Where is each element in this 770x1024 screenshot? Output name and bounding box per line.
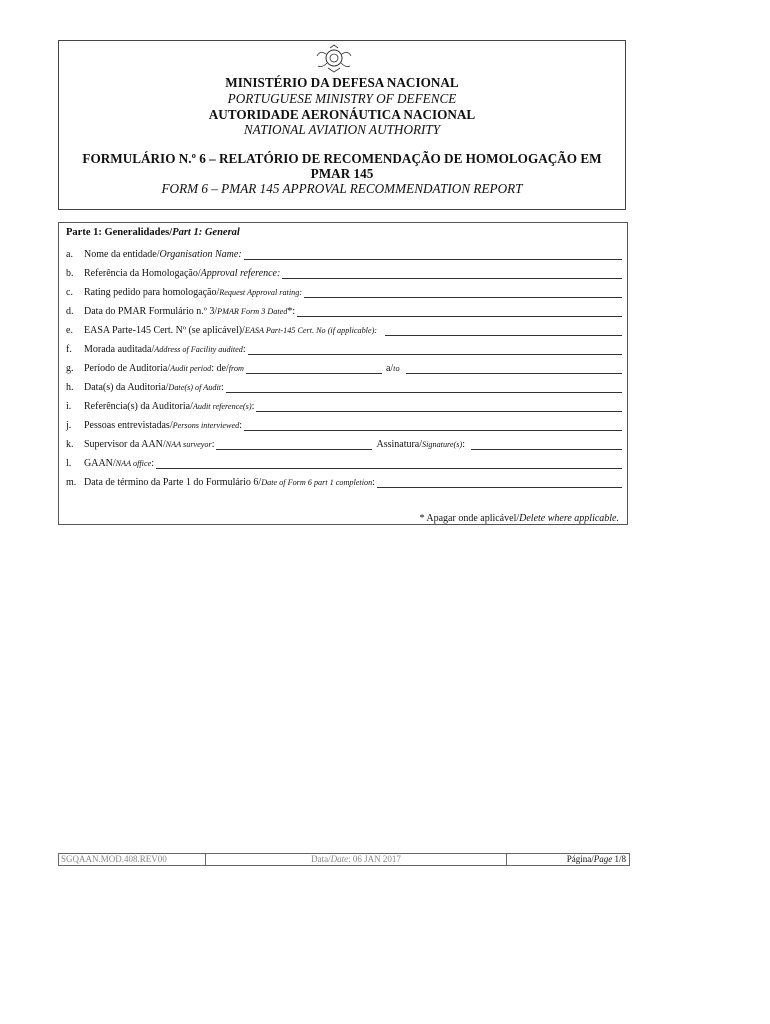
form-title-pt-line2: PMAR 145 (310, 166, 374, 181)
row-label: Pessoas entrevistadas/Persons interviewed: (84, 420, 242, 431)
row-organisation-name (66, 246, 622, 260)
row-part1-completion-date (66, 474, 622, 488)
row-label: Supervisor da AAN/NAA surveyor: (84, 439, 215, 450)
row-key: g. (66, 363, 74, 374)
authority-en: NATIONAL AVIATION AUTHORITY (243, 122, 441, 137)
row-audit-dates (66, 379, 622, 393)
row-audit-references (66, 398, 622, 412)
row-key: b. (66, 268, 74, 279)
part1-title (66, 227, 240, 238)
row-label: Referência(s) da Auditoria/Audit reference(s): (84, 401, 255, 412)
row-pmar-form3-dated (66, 303, 622, 317)
row-label: Data de término da Parte 1 do Formulário 6/Date of Form 6 part 1 completion: (84, 477, 375, 488)
row-label: Referência da Homologação/Approval reference: (84, 268, 281, 279)
row-naa-office (66, 455, 622, 469)
row-key: h. (66, 382, 74, 393)
ministry-en: PORTUGUESE MINISTRY OF DEFENCE (227, 91, 457, 106)
persons-interviewed-field[interactable] (244, 420, 622, 431)
form-title-pt-line1: FORMULÁRIO N.º 6 – RELATÓRIO DE RECOMENDAÇÃO DE HOMOLOGAÇÃO EM (82, 151, 602, 166)
row-key: l. (66, 458, 72, 469)
naa-office-field[interactable] (156, 458, 622, 469)
row-facility-address (66, 341, 622, 355)
form-title-en: FORM 6 – PMAR 145 APPROVAL RECOMMENDATION REPORT (161, 181, 523, 196)
part1-title-en: Part 1: General (172, 227, 240, 238)
row-persons-interviewed (66, 417, 622, 431)
audit-period-to-field[interactable] (406, 363, 622, 374)
footer-page-number: Página/Page 1/8 (566, 854, 626, 864)
row-label: Data(s) da Auditoria/Date(s) of Audit: (84, 382, 224, 393)
row-request-approval-rating (66, 284, 622, 298)
row-key: m. (66, 477, 77, 488)
row-label: GAAN/NAA office: (84, 458, 155, 469)
row-key: i. (66, 401, 72, 412)
delete-where-applicable-note: * Apagar onde aplicável/Delete where applicable. (419, 513, 619, 524)
naa-surveyor-field[interactable] (216, 439, 372, 450)
row-audit-period (66, 360, 622, 374)
pmar-form3-date-field[interactable] (297, 306, 622, 317)
signature-label: Assinatura/Signature(s): (376, 439, 465, 450)
row-key: d. (66, 306, 74, 317)
request-approval-rating-field[interactable] (304, 287, 622, 298)
footer-date: Data/Date: 06 JAN 2017 (206, 854, 507, 865)
audit-period-from-field[interactable] (246, 363, 382, 374)
header-box (58, 40, 626, 210)
signature-field[interactable] (471, 439, 622, 450)
part1-completion-date-field[interactable] (377, 477, 622, 488)
facility-address-field[interactable] (248, 344, 622, 355)
row-key: c. (66, 287, 73, 298)
row-key: k. (66, 439, 74, 450)
part1-title-pt: Parte 1: Generalidades/ (66, 227, 173, 238)
row-key: f. (66, 344, 72, 355)
row-label: Nome da entidade/Organisation Name: (84, 249, 242, 260)
row-key: e. (66, 325, 73, 336)
row-key: a. (66, 249, 73, 260)
row-label: Período de Auditoria/Audit period: de/from (84, 363, 244, 374)
easa-cert-no-field[interactable] (385, 325, 622, 336)
row-label: Morada auditada/Address of Facility audited: (84, 344, 246, 355)
row-label: Rating pedido para homologação/Request Approval rating: (84, 287, 303, 298)
audit-dates-field[interactable] (226, 382, 622, 393)
footer-doc-code: SGQAAN.MOD.408.REV00 (59, 854, 206, 865)
audit-references-field[interactable] (256, 401, 622, 412)
ministry-pt: MINISTÉRIO DA DEFESA NACIONAL (225, 75, 459, 90)
row-approval-reference (66, 265, 622, 279)
row-easa-cert-no (66, 322, 622, 336)
row-key: j. (66, 420, 72, 431)
approval-reference-field[interactable] (282, 268, 622, 279)
audit-period-to-label: a/to (385, 363, 400, 374)
authority-pt: AUTORIDADE AERONÁUTICA NACIONAL (208, 107, 476, 122)
page-footer (58, 853, 630, 866)
row-label: Data do PMAR Formulário n.º 3/PMAR Form 3 Dated*: (84, 306, 296, 317)
row-naa-surveyor (66, 436, 622, 450)
row-label: EASA Parte-145 Cert. Nº (se aplicável)/EASA Part-145 Cert. No (if applicable): (84, 325, 378, 336)
part1-box (58, 222, 628, 525)
organisation-name-field[interactable] (244, 249, 622, 260)
